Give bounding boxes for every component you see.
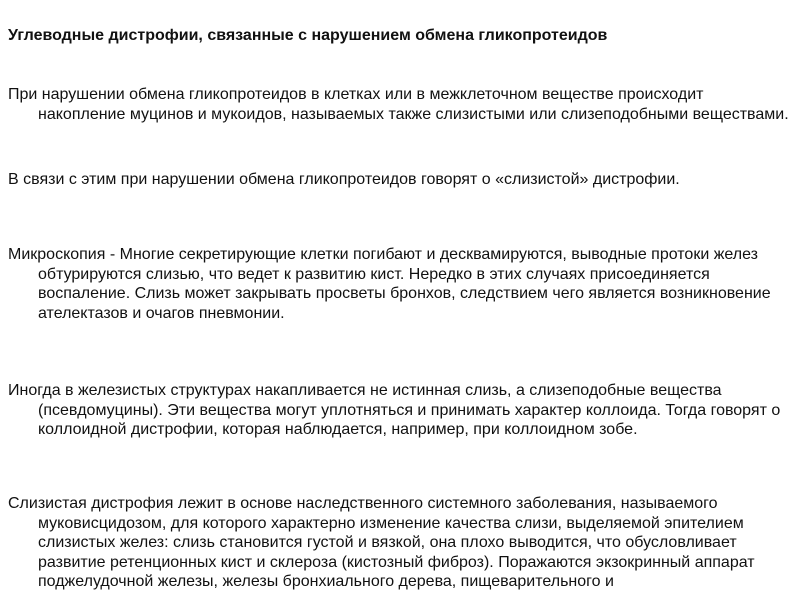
paragraph-colloid-dystrophy: Иногда в железистых структурах накапливается не истинная слизь, а слизеподобные вещества (псевдомуцины). Эти вещества могут уплотняться и принимать характер коллоида. Тогда говорят о коллоидной дистрофии, которая наблюдается, например, при коллоидном зобе. <box>8 382 781 438</box>
paragraph-mucous-dystrophy: В связи с этим при нарушении обмена гликопротеидов говорят о «слизистой» дистрофии. <box>8 171 680 188</box>
paragraph-microscopy: Микроскопия - Многие секретирующие клетки погибают и десквамируются, выводные протоки желез обтурируются слизью, что ведет к развитию кист. Нередко в этих случаях присоединяется воспаление. Слизь может закрывать просветы бронхов, следствием чего является возникновение ателектазов и очагов пневмонии. <box>8 246 771 322</box>
paragraph-glycoprotein-metabolism: При нарушении обмена гликопротеидов в клетках или в межклеточном веществе происходит накопление муцинов и мукоидов, называемых также слизистыми или слизеподобными веществами. <box>8 86 789 123</box>
paragraph-cystic-fibrosis: Слизистая дистрофия лежит в основе наследственного системного заболевания, называемого муковисцидозом, для которого характерно изменение качества слизи, выделяемой эпителием слизистых желез: слизь становится густой и вязкой, она плохо выводится, что обусловливает развитие ретенционных кист и склероза (кистозный фиброз). Поражаются экзокринный аппарат поджелудочной железы, железы бронхиального дерева, пищеварительного и <box>8 495 755 590</box>
slide-title: Углеводные дистрофии, связанные с нарушением обмена гликопротеидов <box>8 27 608 44</box>
